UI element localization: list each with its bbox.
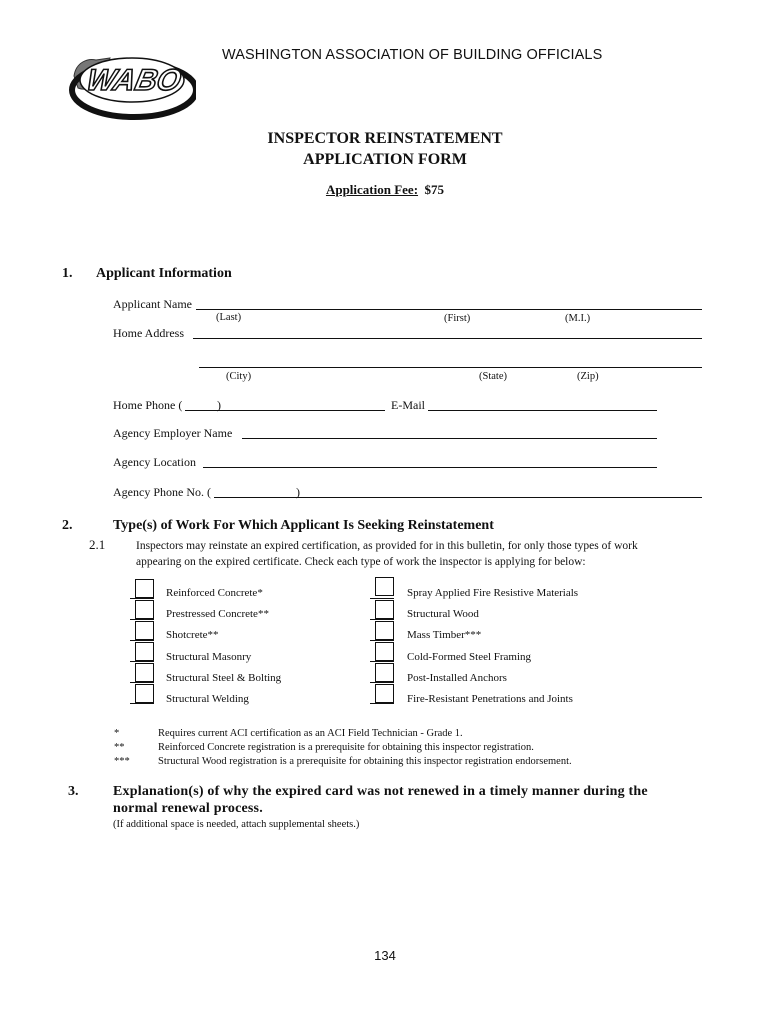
caption-zip: (Zip) [577,371,599,382]
section2-number: 2. [62,518,73,533]
section2-para-line2: appearing on the expired certificate. Check each type of work the inspector is applying for below: [136,556,586,568]
check-line [130,661,154,662]
caption-last: (Last) [216,312,242,323]
check-line [130,640,154,641]
note-text-1: Requires current ACI certification as an ACI Field Technician - Grade 1. [158,728,463,739]
section1-number: 1. [62,266,73,281]
item-post-installed-anchors: Post-Installed Anchors [407,672,507,684]
fee-value: $75 [424,182,445,197]
check-line [130,682,154,683]
item-fire-resistant-penetrations: Fire-Resistant Penetrations and Joints [407,693,573,705]
item-mass-timber: Mass Timber*** [407,629,482,641]
check-line [130,703,154,704]
agency-phone-close: ) [296,485,300,499]
application-fee [0,182,770,198]
checkbox-cold-formed-steel[interactable] [375,642,394,661]
section2-para-line1: Inspectors may reinstate an expired certification, as provided for in this bulletin, for only those types of work [136,540,638,552]
checkbox-shotcrete[interactable] [135,621,154,640]
note-mark-1: * [114,728,120,739]
wabo-logo [66,42,196,122]
agency-phone-field[interactable] [214,497,702,498]
home-address-field-line2[interactable] [199,367,702,368]
check-line [370,661,394,662]
caption-mi: (M.I.) [565,313,591,324]
home-address-label: Home Address [113,326,184,340]
organization-name: WASHINGTON ASSOCIATION OF BUILDING OFFICIALS [222,47,603,63]
item-structural-welding: Structural Welding [166,693,249,705]
section2-heading: Type(s) of Work For Which Applicant Is Seeking Reinstatement [113,518,494,533]
section3-number: 3. [68,784,79,799]
note-text-3: Structural Wood registration is a prerequisite for obtaining this inspector registration endorsement. [158,756,572,767]
section3-heading-line2: normal renewal process. [113,801,263,816]
fee-label: Application Fee: [325,182,419,197]
checkbox-spray-applied-fire[interactable] [375,577,394,596]
logo-text: WABO [83,64,184,97]
checkbox-structural-masonry[interactable] [135,642,154,661]
check-line [130,619,154,620]
caption-first: (First) [444,313,471,324]
note-mark-2: ** [114,742,125,753]
item-shotcrete: Shotcrete** [166,629,219,641]
applicant-name-label: Applicant Name [113,297,192,311]
checkbox-structural-wood[interactable] [375,600,394,619]
check-line [370,640,394,641]
applicant-name-field[interactable] [196,309,702,310]
page-number: 134 [374,948,396,963]
item-prestressed-concrete: Prestressed Concrete** [166,608,269,620]
section3-heading-line1: Explanation(s) of why the expired card was not renewed in a timely manner during the [113,784,648,799]
check-line [370,703,394,704]
home-phone-label: Home Phone ( [113,398,183,412]
item-structural-masonry: Structural Masonry [166,651,252,663]
agency-employer-label: Agency Employer Name [113,426,233,440]
checkbox-mass-timber[interactable] [375,621,394,640]
item-spray-applied-fire: Spray Applied Fire Resistive Materials [407,587,579,599]
section3-note: (If additional space is needed, attach supplemental sheets.) [113,819,360,830]
email-field[interactable] [428,410,657,411]
note-mark-3: *** [114,756,130,767]
agency-location-label: Agency Location [113,455,196,469]
home-phone-field[interactable] [185,410,385,411]
checkbox-post-installed-anchors[interactable] [375,663,394,682]
home-address-field[interactable] [193,338,702,339]
agency-location-field[interactable] [203,467,657,468]
caption-city: (City) [226,371,252,382]
checkbox-fire-resistant-penetrations[interactable] [375,684,394,703]
email-label: E-Mail [391,398,425,412]
subsection-2-1-number: 2.1 [89,537,106,552]
check-line [370,682,394,683]
agency-phone-label: Agency Phone No. ( [113,485,211,499]
item-structural-steel-bolting: Structural Steel & Bolting [166,672,282,684]
section1-heading: Applicant Information [96,266,232,281]
checkbox-structural-welding[interactable] [135,684,154,703]
checkbox-prestressed-concrete[interactable] [135,600,154,619]
note-text-2: Reinforced Concrete registration is a prerequisite for obtaining this inspector registration. [158,742,534,753]
check-line [130,598,154,599]
check-line [370,619,394,620]
item-structural-wood: Structural Wood [407,608,479,620]
caption-state: (State) [479,371,507,382]
form-title-line2: APPLICATION FORM [303,151,467,168]
check-line [370,598,394,599]
item-cold-formed-steel: Cold-Formed Steel Framing [407,651,532,663]
item-reinforced-concrete: Reinforced Concrete* [166,587,263,599]
agency-employer-field[interactable] [242,438,657,439]
form-title-line1: INSPECTOR REINSTATEMENT [267,130,503,147]
home-phone-close: ) [217,398,221,412]
checkbox-structural-steel-bolting[interactable] [135,663,154,682]
checkbox-reinforced-concrete[interactable] [135,579,154,598]
